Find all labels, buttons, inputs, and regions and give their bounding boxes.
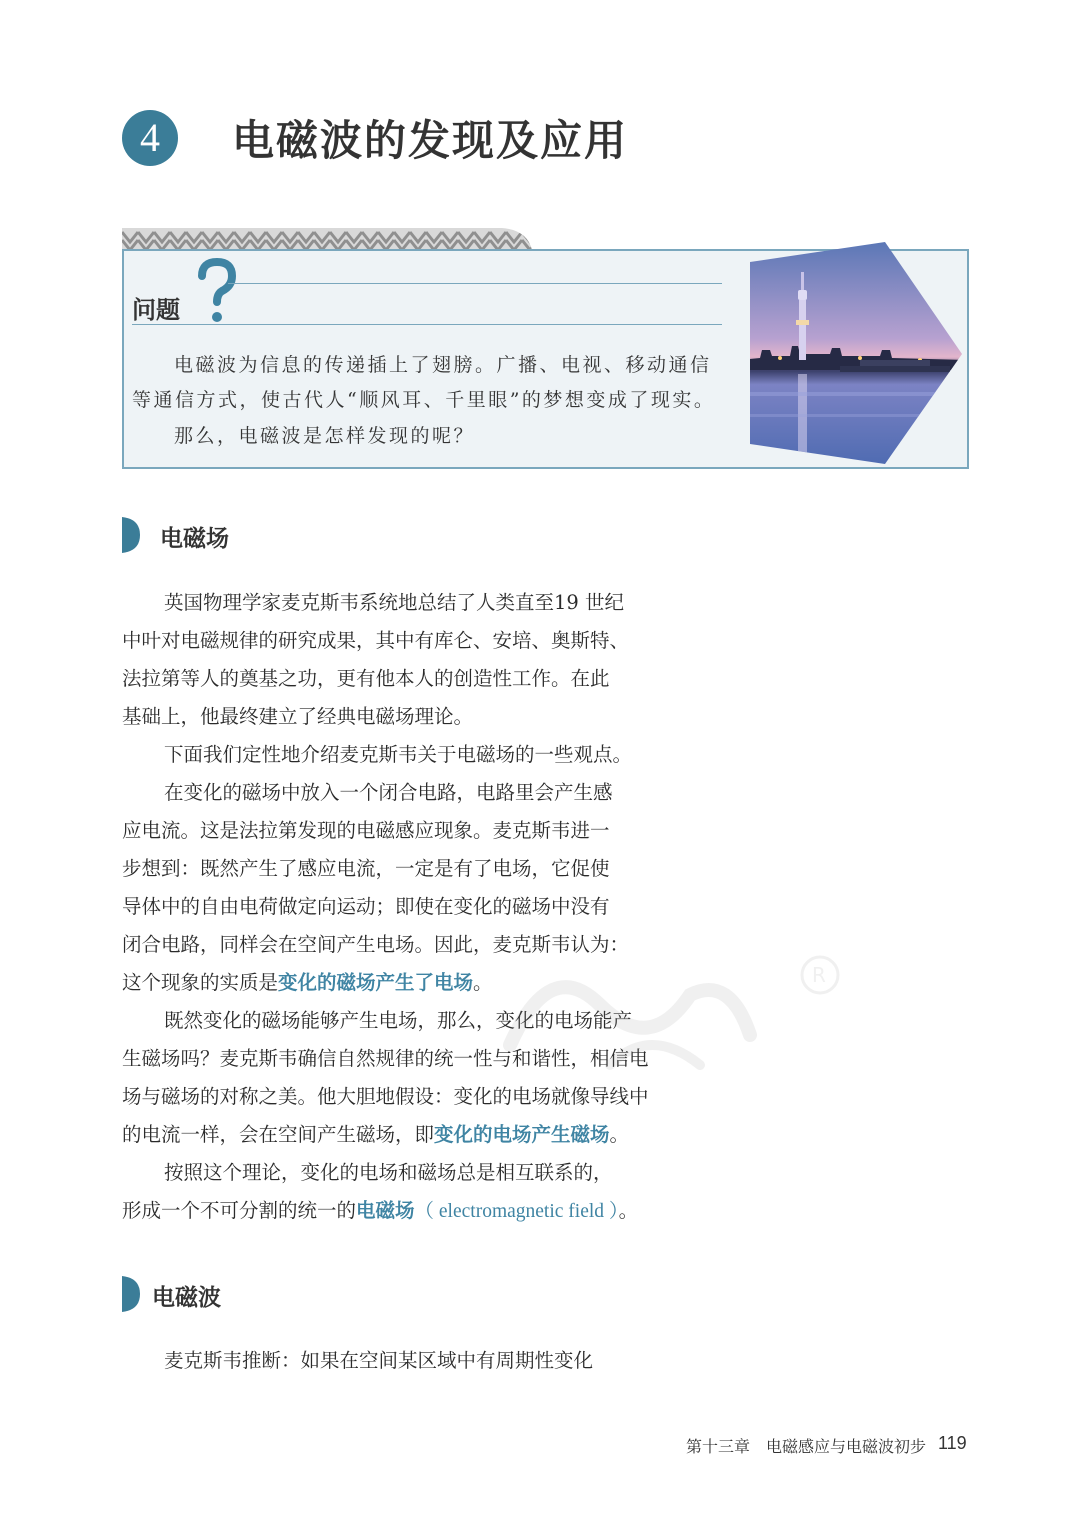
question-mark-icon	[194, 256, 240, 326]
watermark-logo	[490, 935, 850, 1095]
page-number: 119	[938, 1433, 967, 1453]
section-heading-electromagnetic-field: 电磁场	[160, 526, 229, 552]
body-line: 步想到：既然产生了感应电流，一定是有了电场，它促使	[122, 857, 610, 880]
body-line: 生磁场吗？麦克斯韦确信自然规律的统一性与和谐性，相信电	[122, 1047, 649, 1070]
section-number-badge: 4	[122, 110, 178, 166]
body-line: 既然变化的磁场能够产生电场，那么，变化的电场能产	[164, 1009, 633, 1032]
body-line: 中叶对电磁规律的研究成果，其中有库仑、安培、奥斯特、	[122, 629, 630, 652]
problem-text-line: 那么，电磁波是怎样发现的呢？	[174, 425, 476, 447]
body-line	[122, 970, 493, 996]
key-concept-highlight: 变化的磁场产生了电场	[278, 971, 474, 994]
footer-chapter-title: 第十三章 电磁感应与电磁波初步	[686, 1437, 927, 1456]
english-term: （ electromagnetic field ）	[414, 1201, 619, 1222]
body-line: 在变化的磁场中放入一个闭合电路，电路里会产生感	[164, 781, 613, 804]
section-marker-icon	[122, 1276, 142, 1312]
body-line	[122, 1122, 629, 1148]
key-term-highlight: 电磁场	[356, 1199, 415, 1222]
body-line: 英国物理学家麦克斯韦系统地总结了人类直至19 世纪	[164, 591, 625, 614]
body-line: 按照这个理论，变化的电场和磁场总是相互联系的，	[164, 1161, 613, 1184]
body-line: 场与磁场的对称之美。他大胆地假设：变化的电场就像导线中	[122, 1085, 649, 1108]
body-text: 形成一个不可分割的统一的	[122, 1199, 357, 1222]
body-line: 基础上，他最终建立了经典电磁场理论。	[122, 705, 474, 728]
body-line	[122, 1198, 638, 1225]
body-text: 。	[609, 1123, 630, 1146]
body-line: 导体中的自由电荷做定向运动；即使在变化的磁场中没有	[122, 895, 610, 918]
problem-rule-bottom	[132, 324, 722, 325]
section-heading-electromagnetic-wave: 电磁波	[152, 1285, 221, 1311]
page-title: 电磁波的发现及应用	[232, 116, 629, 165]
body-line: 闭合电路，同样会在空间产生电场。因此，麦克斯韦认为：	[122, 933, 630, 956]
body-line: 法拉第等人的奠基之功，更有他本人的创造性工作。在此	[122, 667, 610, 690]
tv-tower-photo	[740, 242, 968, 472]
key-concept-highlight: 变化的电场产生磁场	[434, 1123, 610, 1146]
body-text: 。	[473, 971, 493, 994]
body-line: 麦克斯韦推断：如果在空间某区域中有周期性变化	[164, 1349, 594, 1372]
problem-text-line: 等通信方式，使古代人“顺风耳、千里眼”的梦想变成了现实。	[132, 389, 716, 411]
svg-text:R: R	[812, 963, 826, 987]
body-text: 的电流一样，会在空间产生磁场，即	[122, 1123, 435, 1146]
body-line: 下面我们定性地介绍麦克斯韦关于电磁场的一些观点。	[164, 743, 633, 766]
section-marker-icon	[122, 517, 142, 553]
zigzag-decoration	[122, 228, 532, 250]
problem-text-line: 电磁波为信息的传递插上了翅膀。广播、电视、移动通信	[174, 354, 712, 376]
body-text: 。	[618, 1199, 639, 1222]
body-line: 应电流。这是法拉第发现的电磁感应现象。麦克斯韦进一	[122, 819, 610, 842]
body-text: 这个现象的实质是	[122, 971, 279, 994]
problem-rule-top	[228, 283, 722, 284]
problem-label: 问题	[132, 296, 180, 324]
